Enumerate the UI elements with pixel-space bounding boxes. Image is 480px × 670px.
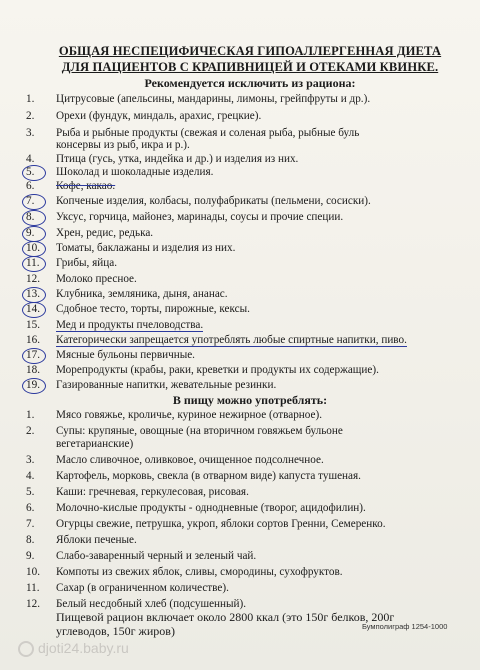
watermark-logo-icon xyxy=(18,641,34,657)
exclude-item: 12. Молоко пресное. xyxy=(26,273,137,285)
calorie-summary-line2: углеводов, 150г жиров) xyxy=(56,624,175,638)
exclude-item: 4. Птица (гусь, утка, индейка и др.) и изделия из них. xyxy=(26,153,299,165)
allowed-item: 3. Масло сливочное, оливковое, очищенное подсолнечное. xyxy=(26,454,324,466)
exclude-item: 10. Томаты, баклажаны и изделия из них. xyxy=(26,242,236,254)
watermark-text: djoti24.baby.ru xyxy=(38,640,129,656)
allowed-item: 2. Супы: крупяные, овощные (на вторичном говяжьем бульоне xyxy=(26,425,343,437)
exclude-item: 14. Сдобное тесто, торты, пирожные, кексы. xyxy=(26,303,250,315)
allowed-heading: В пищу можно употреблять: xyxy=(172,393,328,407)
calorie-summary-line1: Пищевой рацион включает около 2800 ккал (это 150г белков, 200г xyxy=(56,610,395,624)
exclude-item: 1. Цитрусовые (апельсины, мандарины, лимоны, грейпфруты и др.). xyxy=(26,93,371,105)
exclude-item: 19. Газированные напитки, жевательные резинки. xyxy=(26,379,277,391)
allowed-item: 7. Огурцы свежие, петрушка, укроп, яблоки сортов Гренни, Семеренко. xyxy=(26,518,386,530)
exclude-item-continuation: консервы из рыб, икра и р.). xyxy=(56,139,190,151)
allowed-item: 9. Слабо-заваренный черный и зеленый чай. xyxy=(26,550,257,562)
print-stamp: Бумполиграф 1254-1000 xyxy=(362,622,448,631)
exclude-item: 18. Морепродукты (крабы, раки, креветки и продукты их содержащие). xyxy=(26,364,379,376)
exclude-item: 13. Клубника, земляника, дыня, ананас. xyxy=(26,288,228,300)
exclude-item: 8. Уксус, горчица, майонез, маринады, соусы и прочие специи. xyxy=(26,211,344,223)
allowed-item: 12. Белый несдобный хлеб (подсушенный). xyxy=(26,598,247,610)
watermark xyxy=(18,640,129,657)
allowed-item: 6. Молочно-кислые продукты - однодневные (творог, ацидофилин). xyxy=(26,502,366,514)
exclude-item: 5. Шоколад и шоколадные изделия. xyxy=(26,166,214,178)
exclude-item: 11. Грибы, яйца. xyxy=(26,257,118,269)
allowed-item: 4. Картофель, морковь, свекла (в отварном виде) капуста тушеная. xyxy=(26,470,361,482)
exclude-heading: Рекомендуется исключить из рациона: xyxy=(144,76,356,90)
allowed-item: 5. Каши: гречневая, геркулесовая, рисовая. xyxy=(26,486,249,498)
allowed-item: 11. Сахар (в ограниченном количестве). xyxy=(26,582,229,594)
exclude-item: 16. Категорически запрещается употреблять любые спиртные напитки, пиво. xyxy=(26,334,407,346)
allowed-item-continuation: вегетарианские) xyxy=(56,438,134,450)
exclude-item: 17. Мясные бульоны первичные. xyxy=(26,349,195,361)
allowed-item: 1. Мясо говяжье, кроличье, куриное нежирное (отварное). xyxy=(26,409,322,421)
exclude-item: 2. Орехи (фундук, миндаль, арахис, грецкие). xyxy=(26,110,262,122)
allowed-item: 10. Компоты из свежих яблок, сливы, смородины, сухофруктов. xyxy=(26,566,343,578)
exclude-item: 9. Хрен, редис, редька. xyxy=(26,227,154,239)
exclude-item: 15. Мед и продукты пчеловодства. xyxy=(26,319,204,331)
exclude-item: 3. Рыба и рыбные продукты (свежая и соленая рыба, рыбные буль xyxy=(26,127,360,139)
document-title-line2: ДЛЯ ПАЦИЕНТОВ С КРАПИВНИЦЕЙ И ОТЕКАМИ КВИНКЕ. xyxy=(61,60,439,74)
document-title-line1: ОБЩАЯ НЕСПЕЦИФИЧЕСКАЯ ГИПОАЛЛЕРГЕННАЯ ДИЕТА xyxy=(58,44,442,58)
exclude-item: 6. Кофе, какао. xyxy=(26,180,116,192)
allowed-item: 8. Яблоки печеные. xyxy=(26,534,137,546)
exclude-item: 7. Копченые изделия, колбасы, полуфабрикаты (пельмени, сосиски). xyxy=(26,195,371,207)
